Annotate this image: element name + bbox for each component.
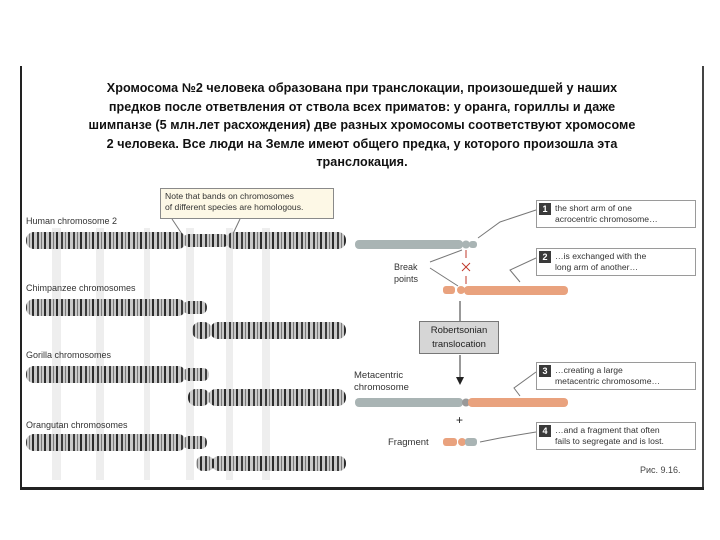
step-number: 2 <box>539 251 551 263</box>
acrocentric-gray <box>355 240 477 249</box>
fragment-chromosome <box>443 438 477 446</box>
metacentric-line: chromosome <box>354 382 409 393</box>
robertsonian-translocation-box <box>419 321 499 354</box>
chimpanzee-chromosome-label: Chimpanzee chromosomes <box>26 283 136 293</box>
fragment-label: Fragment <box>388 437 429 448</box>
step-line: …is exchanged with the <box>555 251 647 261</box>
orangutan-chromosome-label: Orangutan chromosomes <box>26 420 128 430</box>
step-line: the short arm of one <box>555 203 632 213</box>
note-line: Note that bands on chromosomes <box>165 191 294 201</box>
robertsonian-line: translocation <box>432 339 486 350</box>
human-chromosome-label: Human chromosome 2 <box>26 216 118 226</box>
step-number: 3 <box>539 365 551 377</box>
break-points-line: points <box>394 274 419 284</box>
break-points-line: Break <box>394 262 418 272</box>
break-points-label <box>394 261 418 285</box>
robertsonian-line: Robertsonian <box>430 325 488 336</box>
title-line: Хромосома №2 человека образована при транслокации, произошедшей у наших <box>106 81 618 95</box>
break-point-pointers <box>430 250 462 286</box>
title-line: 2 человека. Все люди на Земле имеют общего предка, у которого произошла эта <box>106 136 618 151</box>
metacentric-chromosome <box>355 398 568 407</box>
step-line: long arm of another… <box>555 262 639 272</box>
gorilla-chromosome-label: Gorilla chromosomes <box>26 350 112 360</box>
metacentric-label <box>354 370 409 394</box>
acrocentric-orange <box>443 286 568 295</box>
homology-note <box>160 188 334 219</box>
step-number: 1 <box>539 203 551 215</box>
note-line: of different species are homologous. <box>165 202 304 212</box>
step-1-callout <box>536 200 696 228</box>
title-line: транслокация. <box>316 155 408 170</box>
step-line: …creating a large <box>555 365 623 375</box>
step-line: metacentric chromosome… <box>555 376 661 386</box>
title-line: шимпанзе (5 млн.лет расхождения) две разных хромосомы соответствуют хромосоме <box>88 118 636 133</box>
step-number: 4 <box>539 425 551 437</box>
step-4-callout <box>536 422 696 450</box>
title-line: предков после ответвления от ствола всех приматов: у оранга, гориллы и даже <box>108 99 616 114</box>
step-3-callout <box>536 362 696 390</box>
break-point-markers <box>462 250 470 284</box>
plus-sign: + <box>456 413 464 427</box>
step-2-callout <box>536 248 696 276</box>
metacentric-line: Metacentric <box>354 370 404 381</box>
step-line: …and a fragment that often <box>555 425 660 435</box>
figure-caption: Рис. 9.16. <box>640 465 681 475</box>
step-line: fails to segregate and is lost. <box>555 436 664 446</box>
step-line: acrocentric chromosome… <box>555 214 658 224</box>
